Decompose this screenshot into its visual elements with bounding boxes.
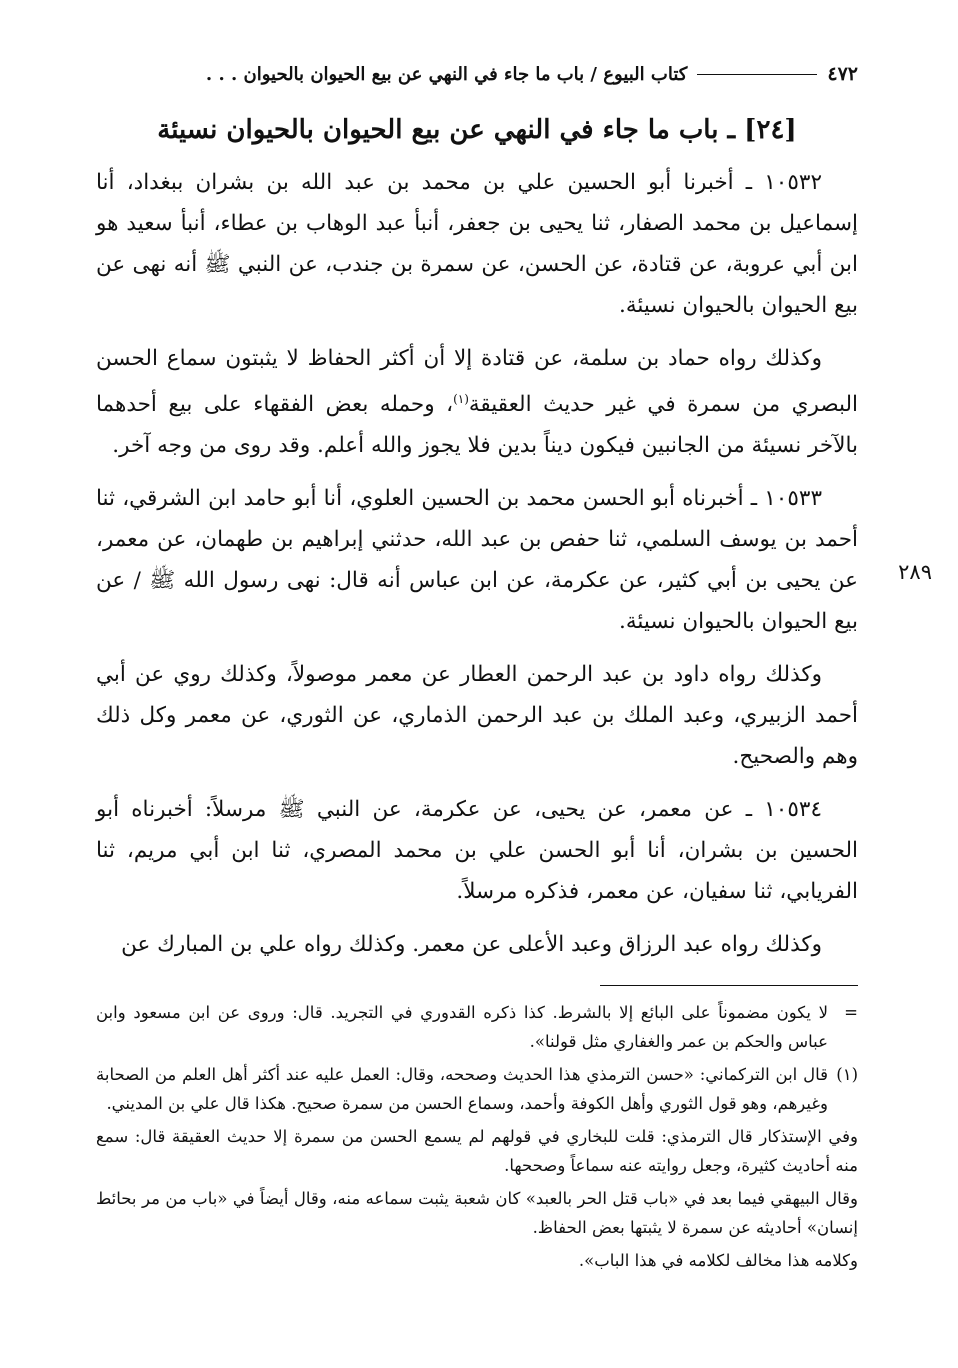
footnote-continuation-mark: =: [844, 1003, 858, 1023]
footnote-ref: (١): [453, 392, 469, 406]
hadith-10534: ١٠٥٣٤ ـ عن معمر، عن يحيى، عن عكرمة، عن النبي ﷺ مرسلاً: أخبرناه أبو الحسين بن بشران، أنا أبو الحسن علي بن محمد المصري، ثنا ابن أبي مريم، ثنا الفريابي، ثنا سفيان، عن معمر، فذكره مرسلاً.: [96, 797, 858, 905]
footnote-continuation-text: لا يكون مضموناً على البائع إلا بالشرط. كذا ذكره القدوري في التجريد. قال: وروى عن ابن مسعود وابن عباس والحكم بن عمر والغفاري مثل قولنا».: [96, 1003, 828, 1052]
footnote-1-text: قال ابن التركماني: «حسن الترمذي هذا الحديث وصححه، وقال: العمل عليه عند أكثر أهل العلم من الصحابة وغيرهم، وهو قول الثوري وأهل الكوفة وأحمد، وسماع الحسن من سمرة صحيح. هكذا قال علي بن المديني.: [96, 1065, 828, 1114]
running-title: كتاب البيوع / باب ما جاء في النهي عن بيع الحيوان بالحيوان . . .: [205, 63, 688, 85]
footnote-1-paragraph-4: وكلامه هذا مخالف لكلامه في هذا الباب».: [578, 1251, 858, 1271]
footnote-1-mark: (١): [836, 1065, 858, 1085]
hadith-10533-wrapper: [96, 478, 932, 642]
commentary-text-rest: ، وحمله بعض الفقهاء على بيع أحدهما بالآخر نسيئة من الجانبين فيكون ديناً بدين فلا يجوز والله أعلم. وقد روى من وجه آخر.: [96, 392, 858, 459]
footnote-1-paragraph-2: وفي الإستذكار قال الترمذي: قلت للبخاري في قولهم لم يسمع الحسن من سمرة إلا حديث العقيقة قال: سمع منه أحاديث كثيرة، وجعل روايته عنه سماعاً وصححها.: [96, 1127, 858, 1176]
footnote-rule: [600, 985, 858, 986]
chapter-title: [٢٤] ـ باب ما جاء في النهي عن بيع الحيوان بالحيوان نسيئة: [157, 115, 797, 145]
commentary-paragraph: [96, 338, 858, 466]
page-header: [96, 52, 858, 96]
commentary-text: وكذلك رواه حماد بن سلمة، عن قتادة إلا أن أكثر الحفاظ لا يثبتون سماع الحسن البصري من سمرة في غير حديث العقيقة: [96, 346, 858, 418]
hadith-10532: ١٠٥٣٢ ـ أخبرنا أبو الحسين علي بن محمد بن عبد الله بن بشران ببغداد، أنا إسماعيل بن محمد الصفار، ثنا يحيى بن جعفر، أنبأ عبد الوهاب بن عطاء، أنبأ سعيد هو ابن أبي عروبة، عن قتادة، عن الحسن، عن سمرة بن جندب، عن النبي ﷺ أنه نهى عن بيع الحيوان بالحيوان نسيئة.: [96, 170, 858, 318]
footnote-1-paragraph-3: وقال البيهقي فيما بعد في «باب قتل الحر بالعبد» كان شعبة يثبت سماعه منه، وقال أيضاً في «باب من مر بحائط إنسان» أحاديثه عن سمرة لا يثبتها بعض الحفاظ.: [96, 1189, 858, 1238]
footnote-1: [96, 1060, 858, 1118]
commentary-paragraph-2: وكذلك رواه داود بن عبد الرحمن العطار عن معمر موصولاً، وكذلك روي عن أبي أحمد الزبيري، وعبد الملك بن عبد الرحمن الذماري، عن الثوري، عن معمر وكل ذلك وهم والصحيح.: [96, 662, 858, 770]
footnote-continuation: [96, 998, 858, 1056]
page-number: ٤٧٢: [827, 63, 858, 85]
commentary-paragraph-3: وكذلك رواه عبد الرزاق وعبد الأعلى عن معمر. وكذلك رواه علي بن المبارك عن: [121, 932, 822, 958]
hadith-10533: ١٠٥٣٣ ـ أخبرناه أبو الحسن محمد بن الحسين العلوي، أنا أبو حامد ابن الشرقي، ثنا أحمد بن يوسف السلمي، ثنا حفص بن عبد الله، حدثني إبراهيم بن طهمان، عن معمر، عن يحيى بن أبي كثير، عن عكرمة، عن ابن عباس أنه قال: نهى رسول الله ﷺ / عن بيع الحيوان بالحيوان نسيئة.: [96, 486, 858, 635]
margin-page-number: ٢٨٩: [898, 560, 932, 585]
header-rule: [697, 74, 817, 75]
book-page: [96, 52, 932, 1342]
